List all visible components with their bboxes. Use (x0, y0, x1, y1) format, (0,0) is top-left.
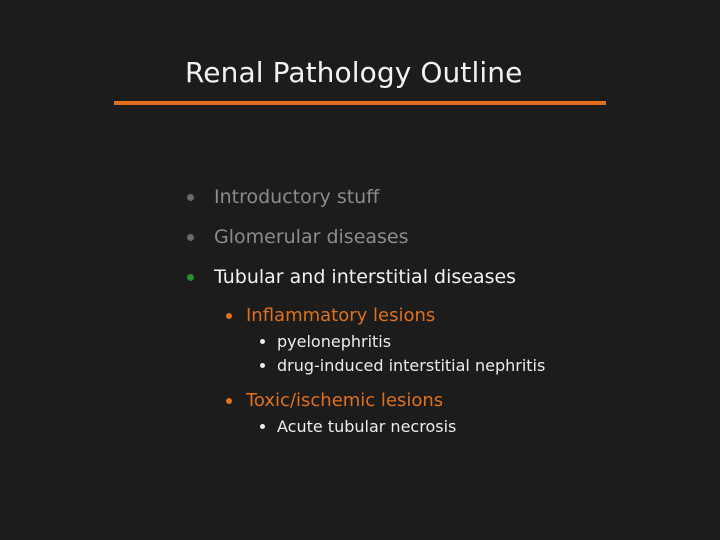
title-underline (114, 101, 606, 105)
bullet-text: pyelonephritis (277, 332, 392, 351)
bullet-glomerular (187, 226, 409, 248)
bullet-text: Toxic/ischemic lesions (246, 390, 444, 411)
bullet-text: drug-induced interstitial nephritis (277, 356, 546, 375)
sub-sub-bullet-drug-induced (260, 356, 545, 375)
bullet-dot-icon (187, 194, 194, 201)
bullet-tubular (187, 266, 516, 288)
sub-sub-bullet-acute-tubular-necrosis (260, 417, 456, 436)
bullet-text: Acute tubular necrosis (277, 417, 457, 436)
bullet-dot-icon (187, 274, 194, 281)
bullet-dot-icon (226, 313, 232, 319)
bullet-text: Tubular and interstitial diseases (214, 266, 517, 288)
slide-title: Renal Pathology Outline (185, 56, 523, 89)
bullet-introductory (187, 186, 379, 208)
sub-sub-bullet-pyelonephritis (260, 332, 391, 351)
bullet-text: Inflammatory lesions (246, 305, 436, 326)
bullet-dot-icon (260, 363, 265, 368)
bullet-text: Introductory stuff (214, 186, 380, 208)
bullet-dot-icon (260, 339, 265, 344)
bullet-text: Glomerular diseases (214, 226, 409, 248)
sub-bullet-toxic-ischemic (226, 390, 443, 411)
bullet-dot-icon (226, 398, 232, 404)
sub-bullet-inflammatory (226, 305, 435, 326)
bullet-dot-icon (187, 234, 194, 241)
bullet-dot-icon (260, 424, 265, 429)
